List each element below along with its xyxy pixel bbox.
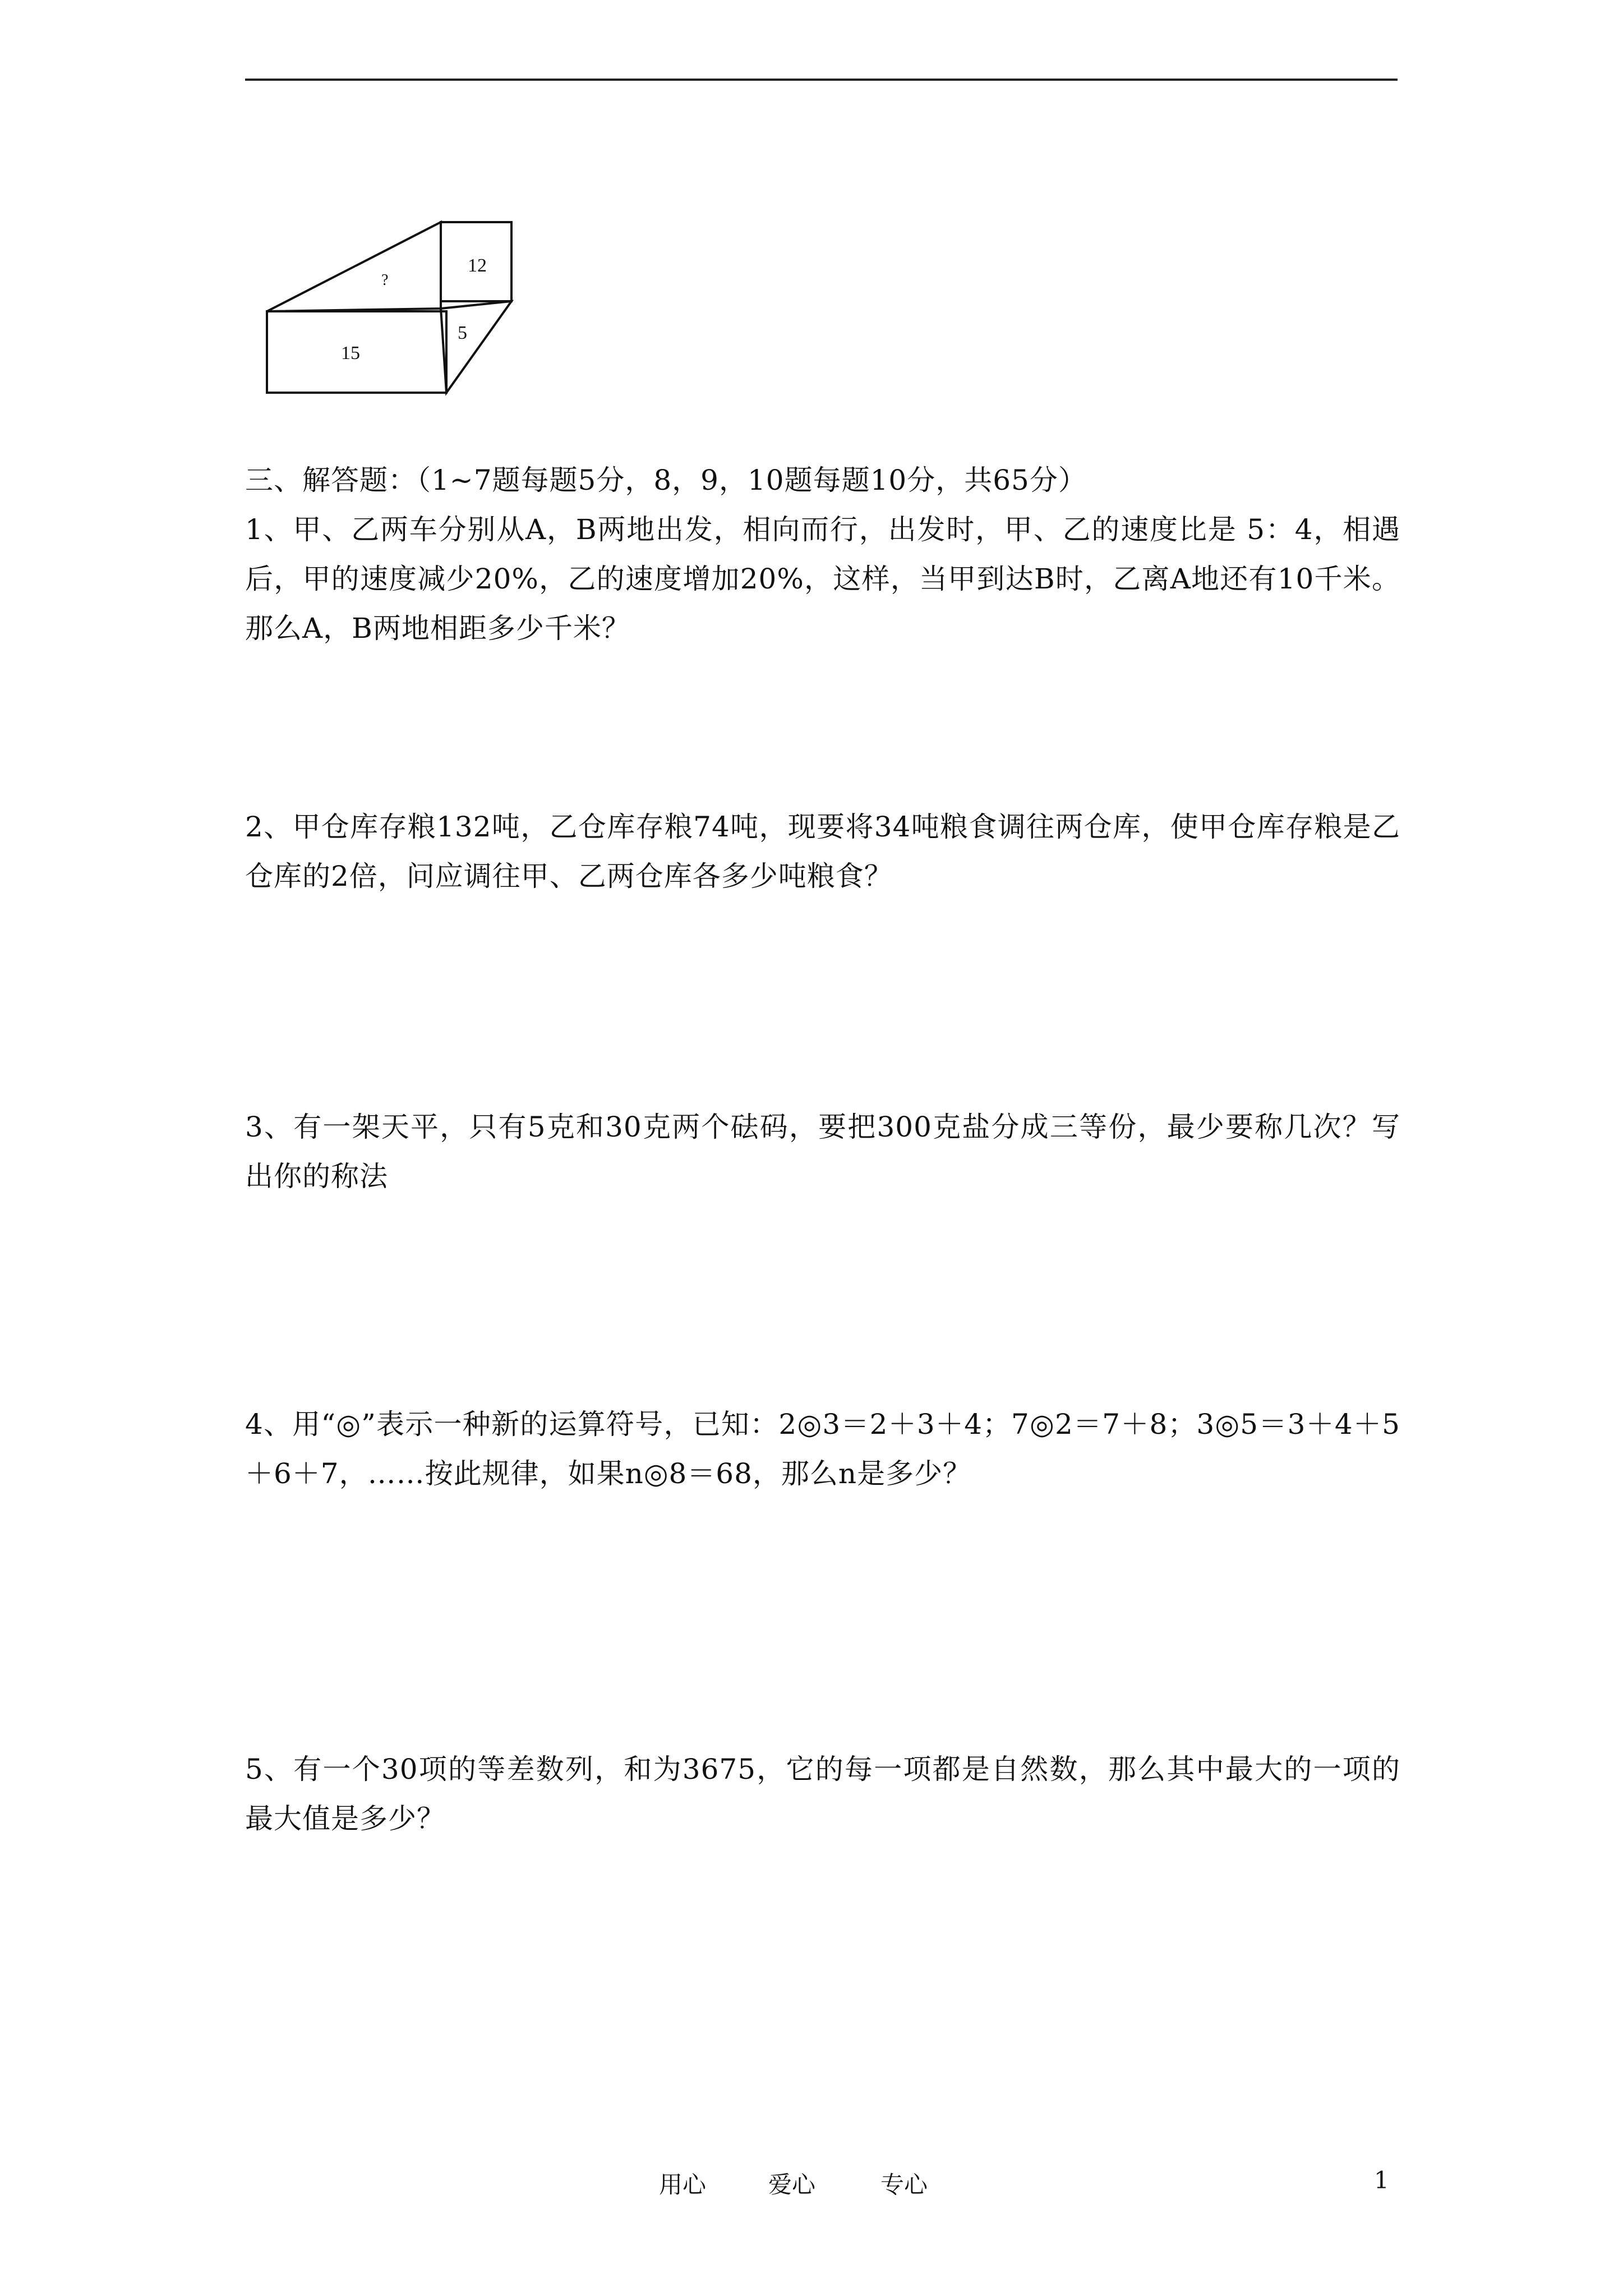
label-5: 5 bbox=[458, 323, 467, 343]
section-heading bbox=[245, 455, 1400, 505]
question-4-text: 4、用“◎”表示一种新的运算符号，已知：2◎3＝2＋3＋4；7◎2＝7＋8；3◎5＝3＋4＋5＋6＋7，……按此规律，如果n◎8＝68，那么n是多少？ bbox=[245, 1408, 1400, 1490]
section-heading-text: 三、解答题：（1~7题每题5分，8，9，10题每题10分，共65分） bbox=[245, 464, 1087, 496]
footer-text-3: 专心 bbox=[880, 2171, 928, 2198]
question-2 bbox=[245, 802, 1400, 901]
question-4 bbox=[245, 1400, 1400, 1498]
label-15: 15 bbox=[341, 343, 360, 364]
question-2-text: 2、甲仓库存粮132吨，乙仓库存粮74吨，现要将34吨粮食调往两仓库，使甲仓库存粮是乙仓库的2倍，问应调往甲、乙两仓库各多少吨粮食？ bbox=[245, 811, 1400, 892]
question-3 bbox=[245, 1102, 1400, 1201]
question-5 bbox=[245, 1745, 1400, 1843]
question-5-text: 5、有一个30项的等差数列，和为3675，它的每一项都是自然数，那么其中最大的一项的最大值是多少？ bbox=[245, 1753, 1400, 1835]
triangle-unknown bbox=[267, 222, 441, 311]
geometry-figure bbox=[258, 219, 522, 404]
header-rule bbox=[245, 79, 1398, 81]
composite-shape-diagram bbox=[258, 219, 522, 404]
triangle-5 bbox=[441, 301, 511, 393]
question-1 bbox=[245, 505, 1400, 653]
label-12: 12 bbox=[468, 255, 487, 276]
label-unknown: ? bbox=[381, 272, 389, 289]
footer-text-1: 用心 bbox=[659, 2171, 707, 2198]
page-number: 1 bbox=[1374, 2166, 1389, 2194]
footer-text-2: 爱心 bbox=[768, 2171, 816, 2198]
question-3-text: 3、有一架天平，只有5克和30克两个砝码，要把300克盐分成三等份，最少要称几次？写出你的称法 bbox=[245, 1111, 1400, 1193]
question-1-text: 1、甲、乙两车分别从A，B两地出发，相向而行，出发时，甲、乙的速度比是 5：4，相遇后，甲的速度减少20%，乙的速度增加20%，这样，当甲到达B时，乙离A地还有10千米。那么A，B两地相距多少千米？ bbox=[245, 513, 1400, 645]
page-footer bbox=[0, 2166, 1623, 2206]
